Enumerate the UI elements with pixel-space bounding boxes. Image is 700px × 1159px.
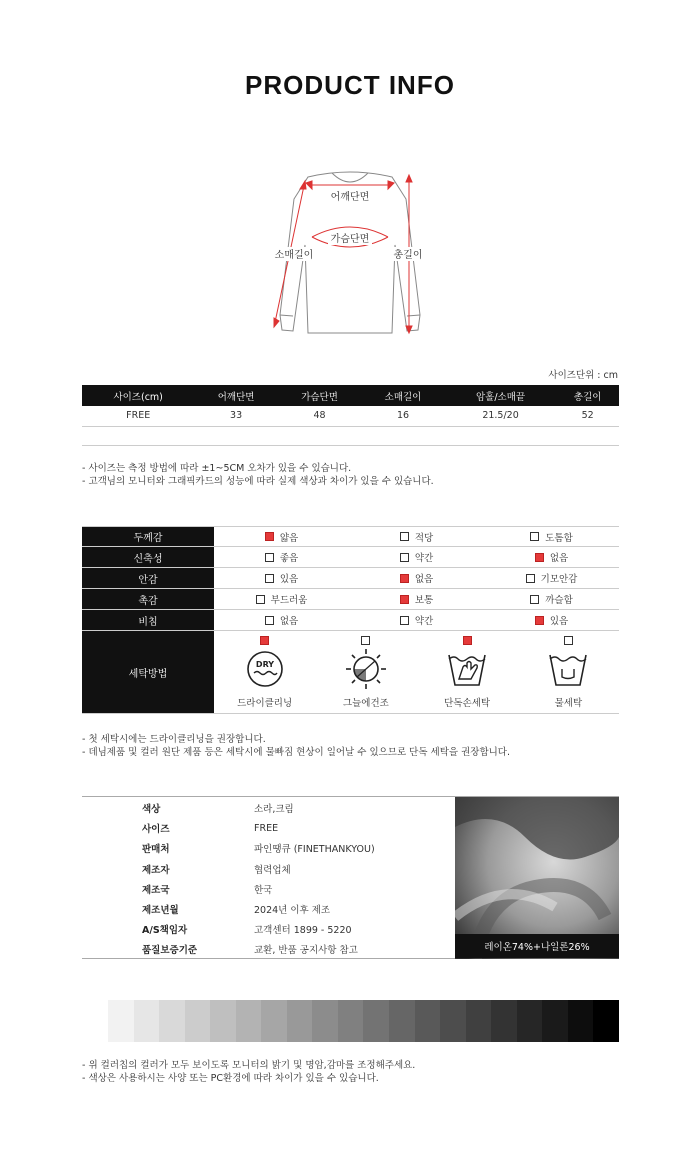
checkbox-icon xyxy=(265,616,274,625)
info-row xyxy=(82,919,352,939)
checkbox-icon xyxy=(530,595,539,604)
note-line: - 위 컬러칩의 컬러가 모두 보이도록 모니터의 밝기 및 명암,감마를 조정해주세요. xyxy=(82,1060,416,1071)
size-cell: FREE xyxy=(82,406,194,426)
diagram-shoulder-label: 어깨단면 xyxy=(330,192,370,203)
attribute-option xyxy=(484,527,619,546)
checked-box-icon xyxy=(265,532,274,541)
shade-dry-icon xyxy=(344,647,388,694)
checkbox-icon xyxy=(400,553,409,562)
attribute-row xyxy=(82,589,619,610)
option-label: 보통 xyxy=(414,595,434,606)
color-swatch xyxy=(542,1000,568,1042)
info-row xyxy=(82,939,358,959)
size-header: 총길이 xyxy=(556,385,619,406)
attribute-option xyxy=(484,547,619,567)
washing-option xyxy=(417,631,518,713)
color-swatch xyxy=(236,1000,262,1042)
note-line: - 고객님의 모니터와 그래픽카드의 성능에 따라 실제 색상과 차이가 있을 수 있습니다. xyxy=(82,476,434,487)
option-label: 얇음 xyxy=(279,532,299,544)
checked-box-icon xyxy=(535,553,544,562)
attribute-label: 촉감 xyxy=(82,589,214,609)
checked-box-icon xyxy=(400,595,409,604)
info-row xyxy=(82,838,375,858)
color-swatch xyxy=(491,1000,517,1042)
checked-box-icon xyxy=(260,636,269,645)
color-swatch xyxy=(159,1000,185,1042)
color-swatch xyxy=(185,1000,211,1042)
diagram-sleeve-label: 소매길이 xyxy=(274,250,314,261)
info-key: 색상 xyxy=(142,804,161,815)
color-swatch xyxy=(466,1000,492,1042)
info-value: 소라,크림 xyxy=(254,804,294,815)
checked-box-icon xyxy=(535,616,544,625)
attribute-option xyxy=(484,610,619,630)
info-key: A/S책임자 xyxy=(142,925,188,937)
attribute-label: 신축성 xyxy=(82,547,214,567)
diagram-length-label: 총길이 xyxy=(393,250,423,261)
info-key: 제조자 xyxy=(142,864,170,876)
checkbox-icon xyxy=(526,574,535,583)
size-cell: 52 xyxy=(556,406,619,426)
info-value: 협력업체 xyxy=(254,864,291,876)
info-row xyxy=(82,818,278,838)
color-swatch xyxy=(517,1000,543,1042)
attribute-option xyxy=(214,610,349,630)
info-value: 파인땡큐 (FINETHANKYOU) xyxy=(254,844,375,856)
washing-label-text: 드라이클리닝 xyxy=(237,698,293,709)
option-label: 약간 xyxy=(414,553,434,564)
size-header: 가슴단면 xyxy=(278,385,361,406)
checkbox-icon xyxy=(256,595,265,604)
dry-text: DRY xyxy=(255,659,274,669)
attribute-row xyxy=(82,568,619,589)
sweater-diagram xyxy=(260,165,440,345)
table-row xyxy=(82,406,619,426)
attribute-option xyxy=(214,547,349,567)
info-row xyxy=(82,798,294,818)
checkbox-icon xyxy=(564,636,573,645)
water-wash-icon xyxy=(546,649,590,692)
info-value: FREE xyxy=(254,822,279,834)
size-cell: 16 xyxy=(361,406,444,426)
hand-wash-icon xyxy=(445,649,489,692)
color-swatch-bar xyxy=(108,1000,619,1042)
checkbox-icon xyxy=(265,574,274,583)
size-cell: 48 xyxy=(278,406,361,426)
size-header: 암홀/소매끝 xyxy=(445,385,557,406)
info-key: 사이즈 xyxy=(142,824,170,836)
attribute-row xyxy=(82,547,619,568)
checkbox-icon xyxy=(400,616,409,625)
attribute-option xyxy=(214,527,349,546)
option-label: 있음 xyxy=(549,616,569,627)
attribute-option xyxy=(349,547,484,567)
attribute-option xyxy=(214,589,349,609)
checkbox-icon xyxy=(530,532,539,541)
checked-box-icon xyxy=(463,636,472,645)
info-value: 2024년 이후 제조 xyxy=(254,905,331,916)
info-row xyxy=(82,879,272,899)
color-swatch xyxy=(415,1000,441,1042)
option-label: 없음 xyxy=(414,574,434,585)
wash-notes xyxy=(82,733,510,759)
option-label: 까슬함 xyxy=(545,595,573,606)
option-label: 적당 xyxy=(414,532,434,544)
note-line: - 데님제품 및 컬러 원단 제품 등은 세탁시에 물빠짐 현상이 일어날 수 있으므로 단독 세탁을 권장합니다. xyxy=(82,747,511,758)
color-swatch xyxy=(363,1000,389,1042)
attribute-option xyxy=(349,568,484,588)
fabric-attributes xyxy=(82,526,619,714)
washing-label-text: 그늘에건조 xyxy=(342,698,389,709)
fabric-composition: 레이온74%+나일론26% xyxy=(455,934,619,958)
attribute-option xyxy=(214,568,349,588)
attribute-option xyxy=(349,589,484,609)
attribute-label: 두께감 xyxy=(82,527,214,546)
diagram-chest-label: 가슴단면 xyxy=(330,234,370,245)
size-header: 소매길이 xyxy=(361,385,444,406)
info-row xyxy=(82,859,291,879)
info-row xyxy=(82,899,330,919)
page-title: PRODUCT INFO xyxy=(245,70,455,100)
washing-label: 세탁방법 xyxy=(82,631,214,713)
option-label: 약간 xyxy=(414,616,434,627)
option-label: 기모안감 xyxy=(540,574,578,585)
color-swatch xyxy=(338,1000,364,1042)
note-line: - 색상은 사용하시는 사양 또는 PC환경에 따라 차이가 있을 수 있습니다. xyxy=(82,1073,379,1084)
size-table xyxy=(82,385,619,427)
attribute-row xyxy=(82,610,619,631)
option-label: 없음 xyxy=(279,616,299,627)
color-swatch xyxy=(108,1000,134,1042)
attribute-option xyxy=(484,589,619,609)
washing-row xyxy=(82,631,619,714)
attribute-label: 안감 xyxy=(82,568,214,588)
info-value: 교환, 반품 공지사항 참고 xyxy=(254,945,358,957)
color-swatch xyxy=(389,1000,415,1042)
option-label: 없음 xyxy=(549,553,569,564)
attribute-option xyxy=(349,527,484,546)
color-notes xyxy=(82,1059,415,1085)
size-notes xyxy=(82,462,434,488)
option-label: 도톰함 xyxy=(545,532,573,544)
option-label: 좋음 xyxy=(279,553,299,564)
size-table-empty-row xyxy=(82,426,619,446)
option-label: 부드러움 xyxy=(270,595,308,606)
size-header: 사이즈(cm) xyxy=(82,385,194,406)
product-info xyxy=(82,796,619,959)
info-key: 품질보증기준 xyxy=(142,945,198,957)
checked-box-icon xyxy=(400,574,409,583)
color-swatch xyxy=(261,1000,287,1042)
info-value: 고객센터 1899 - 5220 xyxy=(254,925,352,937)
dry-clean-icon xyxy=(245,649,285,692)
note-line: - 사이즈는 측정 방법에 따라 ±1~5CM 오차가 있을 수 있습니다. xyxy=(82,463,352,474)
color-swatch xyxy=(287,1000,313,1042)
color-swatch xyxy=(312,1000,338,1042)
color-swatch xyxy=(210,1000,236,1042)
checkbox-icon xyxy=(361,636,370,645)
checkbox-icon xyxy=(400,532,409,541)
washing-option xyxy=(518,631,619,713)
size-cell: 21.5/20 xyxy=(445,406,557,426)
washing-option xyxy=(315,631,416,713)
color-swatch xyxy=(568,1000,594,1042)
washing-label-text: 단독손세탁 xyxy=(444,698,491,709)
size-unit: 사이즈단위 : cm xyxy=(548,370,618,381)
size-cell: 33 xyxy=(194,406,277,426)
size-header: 어깨단면 xyxy=(194,385,277,406)
info-key: 제조국 xyxy=(142,884,170,896)
checkbox-icon xyxy=(265,553,274,562)
washing-label-text: 물세탁 xyxy=(554,698,583,709)
color-swatch xyxy=(440,1000,466,1042)
attribute-option xyxy=(484,568,619,588)
info-key: 판매처 xyxy=(142,844,170,856)
attribute-option xyxy=(349,610,484,630)
washing-option xyxy=(214,631,315,713)
info-key: 제조년월 xyxy=(142,905,179,916)
attribute-label: 비침 xyxy=(82,610,214,630)
color-swatch xyxy=(134,1000,160,1042)
attribute-row xyxy=(82,526,619,547)
info-value: 한국 xyxy=(254,884,273,896)
option-label: 있음 xyxy=(279,574,299,585)
note-line: - 첫 세탁시에는 드라이클리닝을 권장합니다. xyxy=(82,734,266,745)
color-swatch xyxy=(593,1000,619,1042)
